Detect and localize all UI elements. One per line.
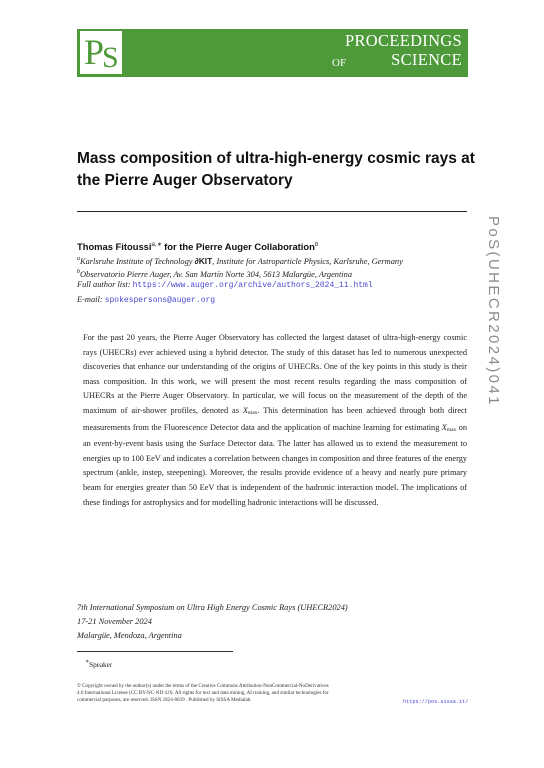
copyright-line-1: © Copyright owned by the author(s) under the terms of the Creative Commons Attribution-NonCommercial-NoDerivatives	[77, 683, 329, 689]
xmax-main-2: X	[441, 422, 447, 432]
affiliation-a	[77, 254, 403, 267]
conference-name: 7th International Symposium on Ultra High Energy Cosmic Rays (UHECR2024)	[77, 603, 348, 612]
abstract-paragraph	[83, 331, 467, 510]
conference-dates: 17-21 November 2024	[77, 617, 152, 626]
collaboration-name: for the Pierre Auger Collaboration	[161, 241, 315, 252]
email-label: E-mail:	[77, 295, 105, 304]
affiliation-b-text: Observatorio Pierre Auger, Av. San Martín Norte 304, 5613 Malargüe, Argentina	[80, 270, 353, 279]
publisher-name-line2: SCIENCE	[391, 50, 462, 69]
pos-site-link[interactable]: https://pos.sissa.it/	[403, 699, 469, 705]
conference-place: Malargüe, Mendoza, Argentina	[77, 631, 182, 640]
email-link[interactable]: spokespersons@auger.org	[104, 296, 216, 305]
publisher-name-line1: PROCEEDINGS	[345, 31, 462, 50]
logo-letter-s: S	[102, 41, 119, 74]
xmax-sub-2: max	[446, 426, 457, 433]
kit-logo-mark: ∂KIT	[194, 256, 213, 266]
xmax-symbol	[243, 406, 258, 415]
footnote-text: Speaker	[89, 661, 113, 669]
xmax-main: X	[242, 405, 248, 415]
collaboration-superscript: b	[314, 242, 319, 248]
title-divider	[77, 211, 467, 212]
xmax-sub: max	[247, 409, 258, 416]
affiliation-a-text-end: , Institute for Astroparticle Physics, Karlsruhe, Germany	[212, 257, 403, 266]
author-superscript: a,∗	[151, 242, 162, 248]
author-name: Thomas Fitoussi	[77, 241, 152, 252]
affiliation-a-text: Karlsruhe Institute of Technology	[80, 257, 195, 266]
author-line	[77, 239, 318, 253]
email-line	[77, 294, 215, 306]
affiliation-b-marker: b	[77, 269, 80, 275]
author-list-link[interactable]: https://www.auger.org/archive/authors_2024_11.html	[132, 281, 373, 290]
copyright-notice	[77, 683, 377, 703]
abstract-text-3: on an event-by-event basis using the Surface Detector data. The latter has allowed us to extend the measurement to energies up to 100 EeV and indicates a correlation between changes in composition and three features of the energy spectrum (ankle, instep, steepening). Moreover, the results provide evidence of a heavy and nearly pure primary beam for energies greater than 50 EeV that is independent of the hadronic interaction model. The implications of these findings for astrophysics and for modelling hadronic interactions will be discussed.	[83, 422, 467, 507]
xmax-symbol-2	[442, 423, 457, 432]
publisher-name-of: OF	[332, 57, 347, 69]
abstract	[83, 331, 467, 510]
footnote	[85, 658, 112, 670]
author-list-label: Full author list:	[77, 280, 133, 289]
affiliation-a-marker: a	[77, 256, 80, 262]
abstract-text-1: For the past 20 years, the Pierre Auger Observatory has collected the largest dataset of ultra-high-energy cosmic rays (UHECRs) ever achieved using a hybrid detector. The study of this dataset has led to numerous unexpected discoveries that enhance our understanding of the origins of UHECRs. One of the key points in this study is their mass composition. In this work, we will present the most recent results regarding the mass composition of UHECRs at the Pierre Auger Observatory. In particular, we will focus on the measurement of the depth of the maximum of air-shower profiles, denoted as	[83, 333, 467, 415]
author-list-line	[77, 279, 373, 291]
copyright-line-3: commercial purposes, are reserved. ISSN 1824-8039 . Published by SISSA Medialab.	[77, 696, 252, 703]
pos-identifier-watermark: PoS(UHECR2024)041	[485, 216, 502, 407]
abstract-text-2: . This determination has been achieved through both direct measurements from the Fluorescence Detector data and the application of machine learning for estimating	[83, 405, 467, 432]
logo-letter-p: P	[84, 32, 105, 72]
pos-logo	[80, 31, 122, 74]
footnote-mark: ∗	[85, 659, 90, 665]
copyright-line-2: 4.0 International License (CC BY-NC-ND 4.0). All rights for text and data mining, AI training, and similar technologies for	[77, 689, 329, 696]
paper-title: Mass composition of ultra-high-energy cosmic rays at the Pierre Auger Observatory	[77, 150, 475, 189]
footnote-divider	[77, 651, 233, 652]
